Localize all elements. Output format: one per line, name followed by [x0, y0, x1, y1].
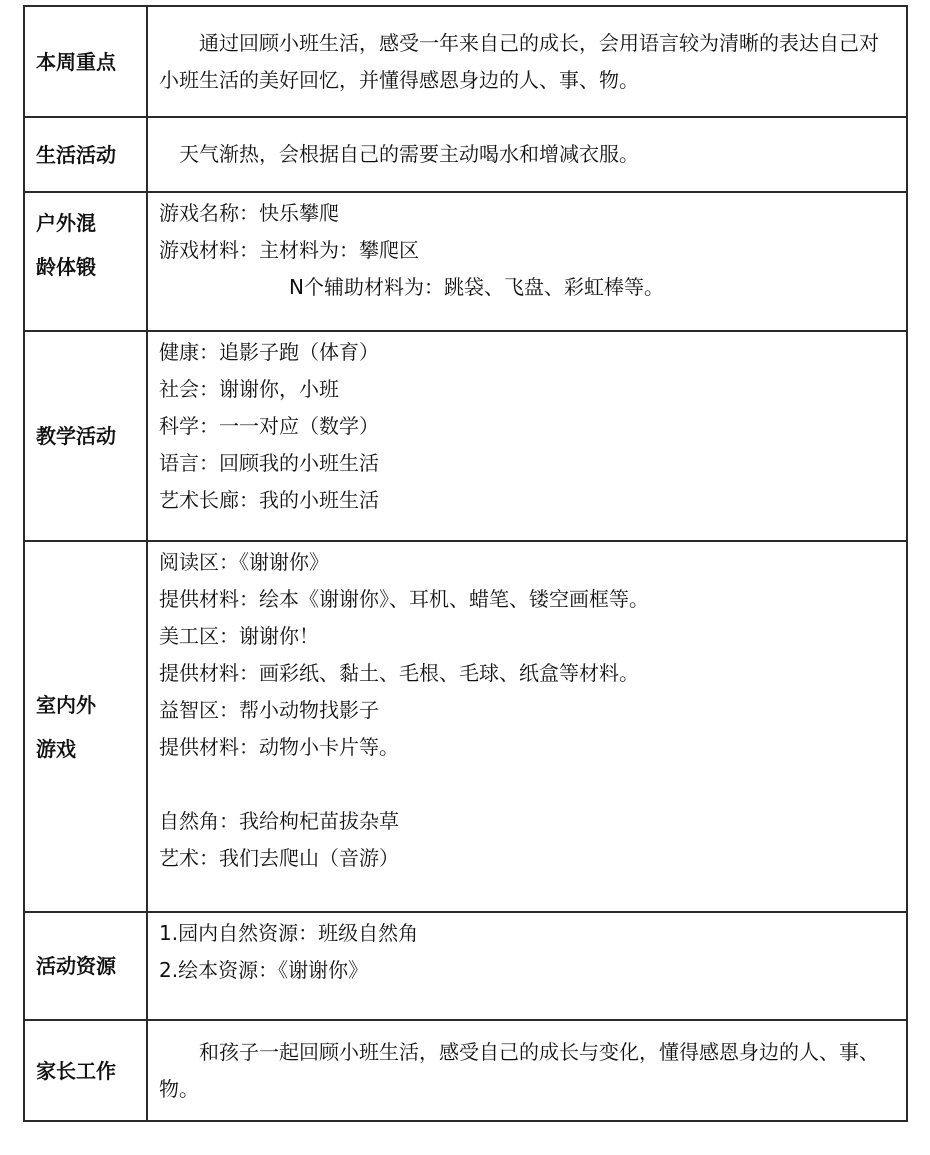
row-label-text: 游戏 — [36, 736, 76, 761]
row-label-parents — [24, 1020, 147, 1121]
table-row-resources — [24, 912, 907, 1020]
row-content-parents — [147, 1020, 907, 1121]
list-item: 提供材料：绘本《谢谢你》、耳机、蜡笔、镂空画框等。 — [159, 587, 649, 611]
row-label-focus — [24, 6, 147, 117]
list-item: 美工区：谢谢你！ — [159, 624, 319, 648]
row-label-games — [24, 541, 147, 912]
table-row-focus — [24, 6, 907, 117]
list-item: 益智区：帮小动物找影子 — [159, 698, 379, 722]
row-label-text: 龄体锻 — [36, 255, 96, 279]
list-item: 提供材料：动物小卡片等。 — [159, 735, 399, 759]
row-content-focus — [147, 6, 907, 117]
row-label-text: 家长工作 — [36, 1058, 116, 1083]
list-item: 科学：一一对应（数学） — [159, 414, 379, 438]
row-label-text: 室内外 — [36, 692, 96, 717]
row-label-text: 本周重点 — [36, 49, 116, 74]
parents-paragraph: 和孩子一起回顾小班生活，感受自己的成长与变化，懂得感恩身边的人、事、物。 — [159, 1039, 879, 1101]
list-item: 健康：追影子跑（体育） — [159, 340, 379, 364]
table-row-parents — [24, 1020, 907, 1121]
life-paragraph: 天气渐热，会根据自己的需要主动喝水和增减衣服。 — [179, 142, 639, 166]
weekly-plan-table — [23, 5, 908, 1122]
list-item: N个辅助材料为：跳袋、飞盘、彩虹棒等。 — [289, 275, 664, 299]
list-item: 提供材料：画彩纸、黏土、毛根、毛球、纸盒等材料。 — [159, 661, 639, 685]
row-label-teaching — [24, 331, 147, 541]
list-item: 自然角：我给枸杞苗拔杂草 — [159, 809, 399, 833]
row-content-teaching — [147, 331, 907, 541]
list-item: 艺术：我们去爬山（音游） — [159, 846, 399, 870]
table-row-teaching — [24, 331, 907, 541]
row-label-outdoor — [24, 192, 147, 331]
blank-line — [159, 766, 888, 803]
list-item: 社会：谢谢你，小班 — [159, 377, 339, 401]
focus-paragraph: 通过回顾小班生活，感受一年来自己的成长，会用语言较为清晰的表达自己对小班生活的美好回忆，并懂得感恩身边的人、事、物。 — [159, 30, 879, 92]
table-row-outdoor — [24, 192, 907, 331]
list-item: 游戏名称：快乐攀爬 — [159, 201, 339, 225]
row-content-games — [147, 541, 907, 912]
table-row-life — [24, 117, 907, 192]
row-label-text: 活动资源 — [36, 954, 116, 978]
list-item: 阅读区：《谢谢你》 — [159, 550, 329, 574]
row-label-text: 户外混 — [36, 211, 96, 235]
row-content-resources — [147, 912, 907, 1020]
list-item: 1.园内自然资源：班级自然角 — [159, 921, 419, 945]
row-label-resources — [24, 912, 147, 1020]
row-label-text: 生活活动 — [36, 142, 116, 167]
row-content-outdoor — [147, 192, 907, 331]
table-row-games — [24, 541, 907, 912]
row-label-life — [24, 117, 147, 192]
row-content-life — [147, 117, 907, 192]
list-item: 游戏材料：主材料为：攀爬区 — [159, 238, 419, 262]
list-item: 2.绘本资源：《谢谢你》 — [159, 958, 369, 982]
list-item: 语言：回顾我的小班生活 — [159, 451, 379, 475]
list-item: 艺术长廊：我的小班生活 — [159, 488, 379, 512]
row-label-text: 教学活动 — [36, 424, 116, 448]
